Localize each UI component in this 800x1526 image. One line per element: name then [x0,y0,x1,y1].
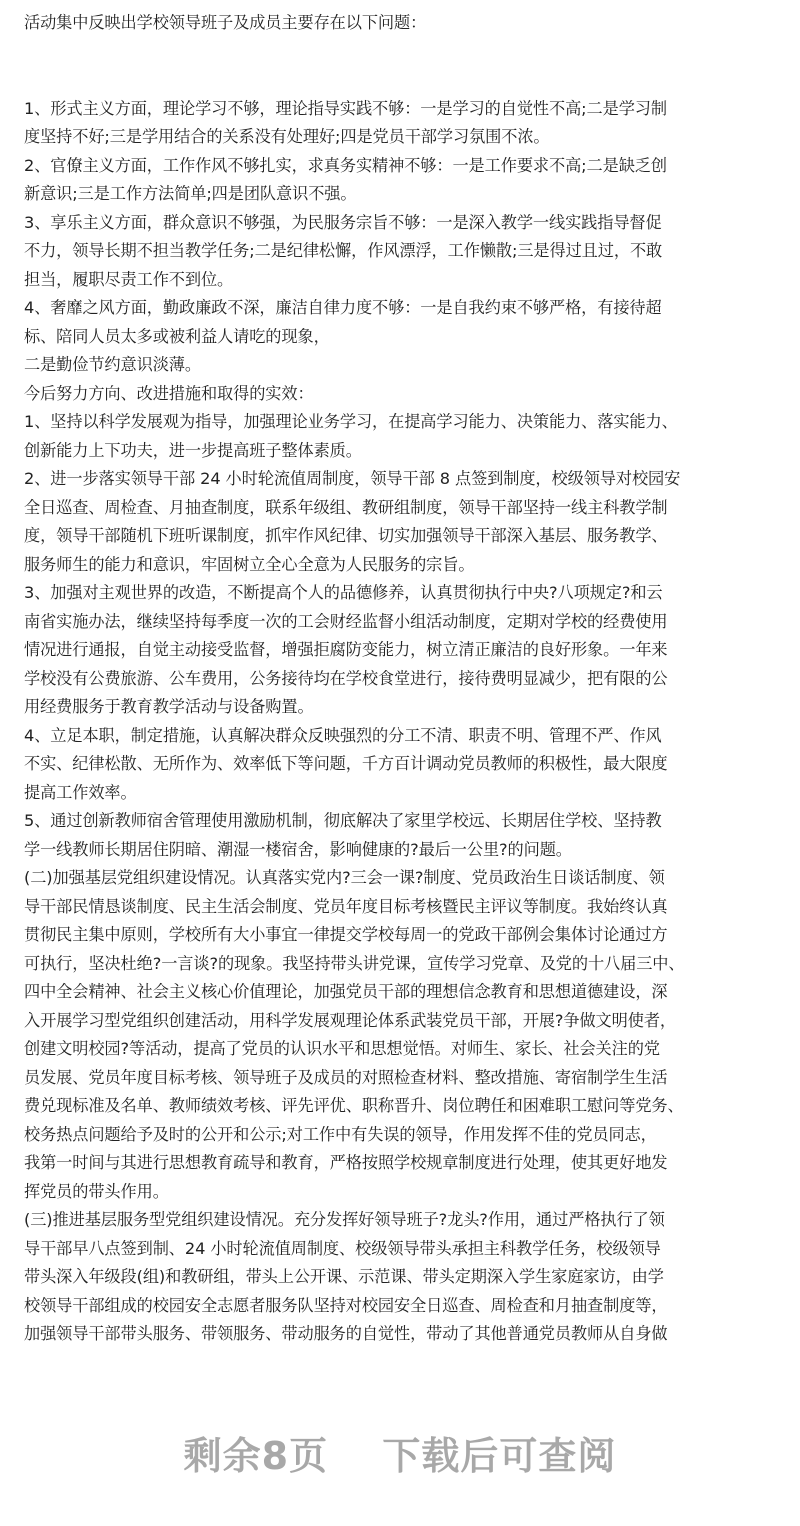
text-line: 度，领导干部随机下班听课制度，抓牢作风纪律、切实加强领导干部深入基层、服务教学、 [24,526,668,545]
text-line: 四中全会精神、社会主义核心价值理论，加强党员干部的理想信念教育和思想道德建设，深 [24,982,668,1001]
text-line: 导干部早八点签到制、24 小时轮流值周制度、校级领导带头承担主科教学任务，校级领导 [24,1238,661,1258]
text-line: (二)加强基层党组织建设情况。认真落实党内?三会一课?制度、党员政治生日谈话制度、领 [24,868,665,887]
text-line: 4、奢靡之风方面，勤政廉政不深，廉洁自律力度不够：一是自我约束不够严格，有接待超 [24,298,662,317]
text-line: 提高工作效率。 [24,782,137,802]
text-line: 南省实施办法，继续坚持每季度一次的工会财经监督小组活动制度，定期对学校的经费使用 [24,611,668,631]
text-line: 3、享乐主义方面，群众意识不够强，为民服务宗旨不够：一是深入教学一线实践指导督促 [24,212,662,232]
text-line: 担当，履职尽责工作不到位。 [24,269,234,289]
text-line: 我第一时间与其进行思想教育疏导和教育，严格按照学校规章制度进行处理，使其更好地发 [24,1153,668,1172]
text-line: 创新能力上下功夫，进一步提高班子整体素质。 [24,440,362,460]
text-line: 4、立足本职，制定措施，认真解决群众反映强烈的分工不清、职责不明、管理不严、作风 [24,725,662,745]
text-line: 3、加强对主观世界的改造，不断提高个人的品德修养，认真贯彻执行中央?八项规定?和云 [24,583,663,602]
text-line: 2、进一步落实领导干部 24 小时轮流值周制度，领导干部 8 点签到制度，校级领导对校园安 [24,469,681,488]
text-line: 入开展学习型党组织创建活动，用科学发展观理论体系武装党员干部，开展?争做文明使者， [24,1010,676,1030]
text-line: 不实、纪律松散、无所作为、效率低下等问题，千方百计调动党员教师的积极性，最大限度 [24,754,668,773]
text-line: 1、坚持以科学发展观为指导，加强理论业务学习，在提高学习能力、决策能力、落实能力、 [24,412,678,431]
text-line: 加强领导干部带头服务、带领服务、带动服务的自觉性，带动了其他普通党员教师从自身做 [24,1324,668,1343]
download-hint-label[interactable]: 下载后可查阅 [382,1434,617,1478]
text-line: 校务热点问题给予及时的公开和公示;对工作中有失误的领导，作用发挥不佳的党员同志， [24,1124,657,1144]
text-line: 贯彻民主集中原则，学校所有大小事宜一律提交学校每周一的党政干部例会集体讨论通过方 [24,925,668,944]
remaining-pages-label: 剩余8页 [183,1434,329,1478]
text-line: 全日巡查、周检查、月抽查制度，联系年级组、教研组制度，领导干部坚持一线主科教学制 [24,497,668,517]
text-line: 导干部民情恳谈制度、民主生活会制度、党员年度目标考核暨民主评议等制度。我始终认真 [24,896,668,916]
text-line: 不力，领导长期不担当教学任务;二是纪律松懈，作风漂浮，工作懒散;三是得过且过，不敢 [24,241,663,260]
text-line: 情况进行通报，自觉主动接受监督，增强拒腐防变能力，树立清正廉洁的良好形象。一年来 [24,640,668,659]
download-prompt[interactable] [0,1425,800,1480]
text-line: (三)推进基层服务型党组织建设情况。充分发挥好领导班子?龙头?作用，通过严格执行了领 [24,1210,665,1229]
text-line: 用经费服务于教育教学活动与设备购置。 [24,697,314,716]
text-line: 员发展、党员年度目标考核、领导班子及成员的对照检查材料、整改措施、寄宿制学生生活 [24,1067,668,1087]
text-line: 1、形式主义方面，理论学习不够，理论指导实践不够：一是学习的自觉性不高;二是学习制 [24,98,667,118]
text-line: 5、通过创新教师宿舍管理使用激励机制，彻底解决了家里学校远、长期居住学校、坚持教 [24,811,662,830]
text-line: 学一线教师长期居住阴暗、潮湿一楼宿舍，影响健康的?最后一公里?的问题。 [24,839,572,859]
text-line: 二是勤俭节约意识淡薄。 [24,355,201,374]
text-line: 今后努力方向、改进措施和取得的实效： [24,383,314,403]
text-line: 新意识;三是工作方法简单;四是团队意识不强。 [24,184,357,203]
text-line: 学校没有公费旅游、公车费用，公务接待均在学校食堂进行，接待费明显减少，把有限的公 [24,668,668,688]
blank-line [24,38,784,67]
text-line: 活动集中反映出学校领导班子及成员主要存在以下问题： [24,13,427,32]
text-line: 2、官僚主义方面，工作作风不够扎实，求真务实精神不够：一是工作要求不高;二是缺乏创 [24,155,667,175]
text-line: 服务师生的能力和意识，牢固树立全心全意为人民服务的宗旨。 [24,554,475,574]
blank-line [24,66,784,95]
text-line: 度坚持不好;三是学用结合的关系没有处理好;四是党员干部学习氛围不浓。 [24,127,550,146]
text-line: 费兑现标准及名单、教师绩效考核、评先评优、职称晋升、岗位聘任和困难职工慰问等党务、 [24,1096,684,1115]
text-line: 创建文明校园?等活动，提高了党员的认识水平和思想觉悟。对师生、家长、社会关注的党 [24,1039,660,1058]
document-body [24,9,784,1349]
text-line: 标、陪同人员太多或被利益人请吃的现象， [24,326,330,346]
text-line: 带头深入年级段(组)和教研组，带头上公开课、示范课、带头定期深入学生家庭家访，由学 [24,1267,664,1286]
text-line: 可执行，坚决杜绝?一言谈?的现象。我坚持带头讲党课，宣传学习党章、及党的十八届三中、 [24,953,685,973]
text-line: 校领导干部组成的校园安全志愿者服务队坚持对校园安全日巡查、周检查和月抽查制度等， [24,1295,668,1315]
text-line: 挥党员的带头作用。 [24,1181,169,1201]
